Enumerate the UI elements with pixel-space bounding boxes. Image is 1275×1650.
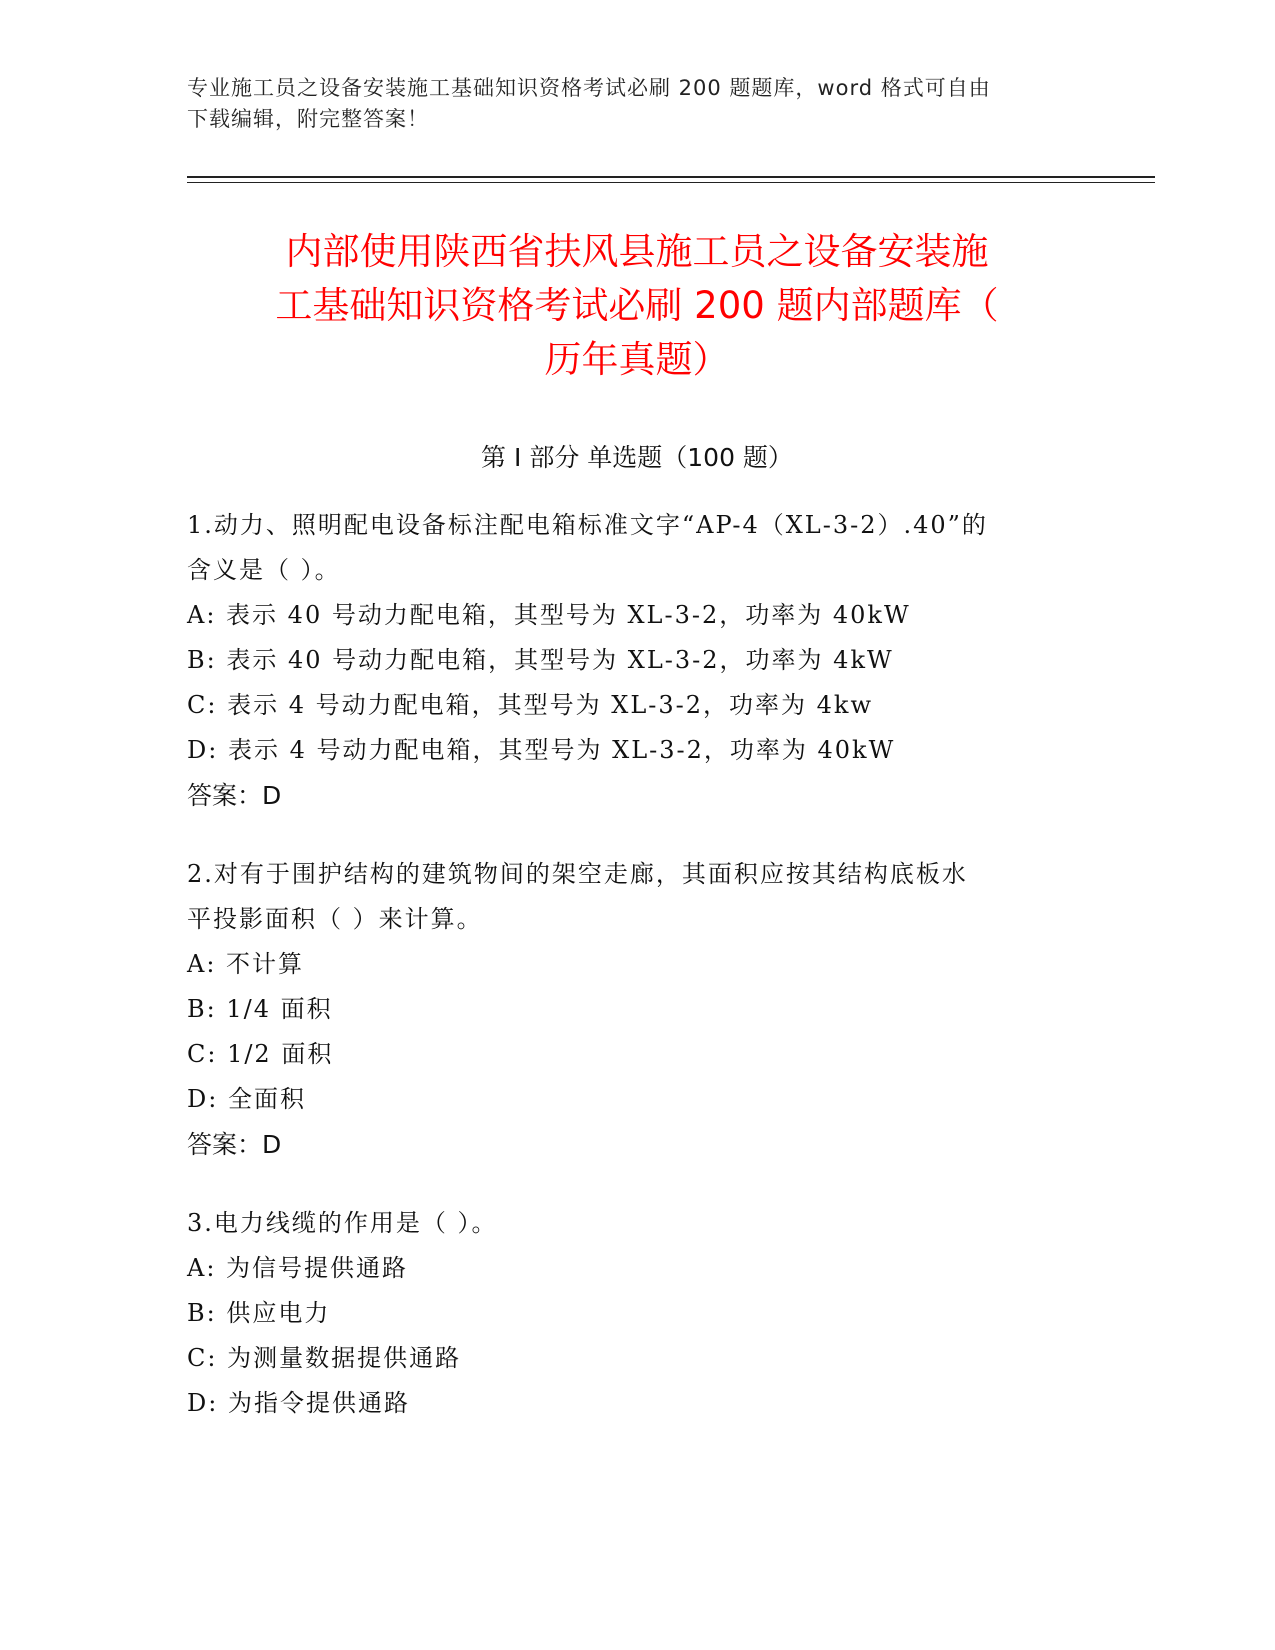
question-2-option-d: D: 全面积	[187, 1085, 306, 1113]
document-title-line-1: 内部使用陕西省扶风县施工员之设备安装施	[285, 230, 989, 273]
question-1-text-line-1: 1.动力、照明配电设备标注配电箱标准文字“AP-4（XL-3-2）.40”的	[187, 511, 988, 539]
question-3-text-line-1: 3.电力线缆的作用是（ ）。	[187, 1209, 498, 1237]
question-2-text-line-2: 平投影面积（ ）来计算。	[187, 905, 483, 933]
question-1-option-d: D: 表示 4 号动力配电箱，其型号为 XL-3-2，功率为 40kW	[187, 736, 896, 764]
document-title-line-3: 历年真题）	[544, 338, 730, 381]
document-title-line-2: 工基础知识资格考试必刷 200 题内部题库（	[275, 284, 999, 327]
question-3-option-d: D: 为指令提供通路	[187, 1389, 410, 1417]
question-3-option-a: A: 为信号提供通路	[187, 1254, 409, 1282]
question-2	[187, 852, 1087, 1167]
question-1-option-b: B: 表示 40 号动力配电箱，其型号为 XL-3-2，功率为 4kW	[187, 646, 894, 674]
question-1-answer: 答案：D	[187, 781, 282, 810]
question-3-option-b: B: 供应电力	[187, 1299, 331, 1327]
question-1-option-a: A: 表示 40 号动力配电箱，其型号为 XL-3-2，功率为 40kW	[187, 601, 911, 629]
question-2-text-line-1: 2.对有于围护结构的建筑物间的架空走廊，其面积应按其结构底板水	[187, 860, 968, 888]
header-note	[187, 73, 1087, 135]
document-title	[187, 225, 1087, 387]
question-3-option-c: C: 为测量数据提供通路	[187, 1344, 462, 1372]
question-1	[187, 503, 1087, 818]
header-rule-thin	[187, 182, 1155, 183]
question-2-option-b: B: 1/4 面积	[187, 995, 333, 1023]
header-note-line-2: 下载编辑，附完整答案！	[187, 107, 429, 131]
header-note-line-1: 专业施工员之设备安装施工基础知识资格考试必刷 200 题题库，word 格式可自由	[187, 76, 991, 100]
question-2-option-c: C: 1/2 面积	[187, 1040, 334, 1068]
question-1-text-line-2: 含义是（ ）。	[187, 556, 341, 584]
header-rule-thick	[187, 176, 1155, 178]
question-1-option-c: C: 表示 4 号动力配电箱，其型号为 XL-3-2，功率为 4kw	[187, 691, 873, 719]
question-2-option-a: A: 不计算	[187, 950, 305, 978]
question-3	[187, 1201, 1087, 1426]
question-2-answer: 答案：D	[187, 1130, 282, 1159]
section-heading: 第 I 部分 单选题（100 题）	[481, 443, 793, 472]
